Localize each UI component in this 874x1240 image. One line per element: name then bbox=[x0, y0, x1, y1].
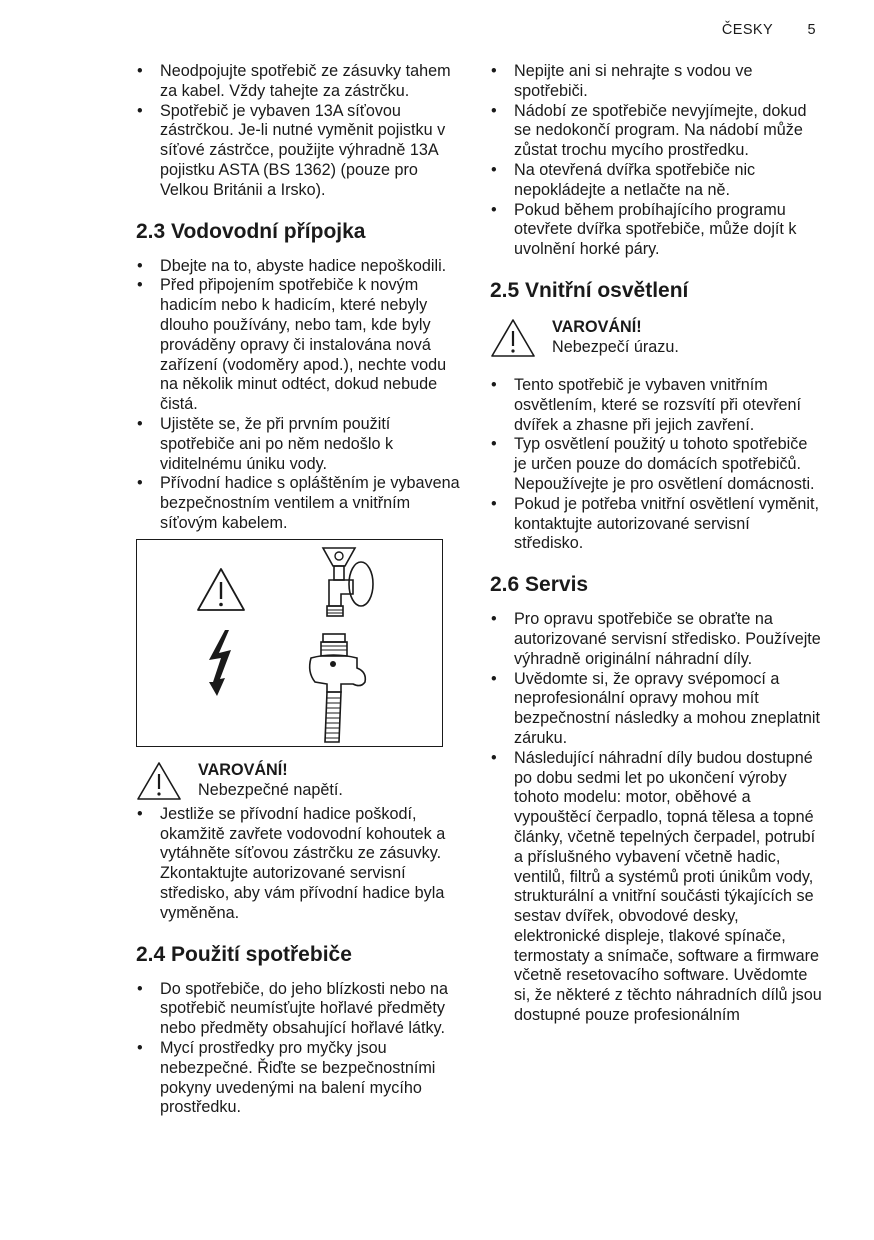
page-header bbox=[722, 22, 816, 38]
list-item: • Mycí prostředky pro myčky jsou nebezpečné. Řiďte se bezpečnostními pokyny uvedenými na balení mycího prostředku. bbox=[136, 1039, 468, 1118]
list-item: • Před připojením spotřebiče k novým hadicím nebo k hadicím, které nebyly dlouho používány, nebo tam, kde byly prováděny opravy či instalována nová zařízení (vodoměry apod.), nechte vodu na několik minut odtéct, dokud nebude čistá. bbox=[136, 276, 468, 415]
list-item: • Ujistěte se, že při prvním použití spotřebiče ani po něm nedošlo k viditelnému úniku vody. bbox=[136, 415, 468, 474]
list-item: • Na otevřená dvířka spotřebiče nic nepokládejte a netlačte na ně. bbox=[490, 161, 822, 201]
list-item: • Následující náhradní díly budou dostupné po dobu sedmi let po ukončení výroby tohoto modelu: motor, oběhové a vypouštěcí čerpadlo, topná tělesa a topné články, včetně tepelných čerpadel, potrubí a příslušného vybavení včetně hadic, ventilů, filtrů a systémů proti únikům vody, strukturální a vnitřní součásti týkajících se sestav dvířek, obvodové desky, elektronické displeje, tlakové spínače, termostaty a snímače, software a firmware včetně resetovacího software. Uvědomte si, že některé z těchto náhradních dílů jsou dostupné pouze profesionálním bbox=[490, 749, 822, 1026]
list-item: • Tento spotřebič je vybaven vnitřním osvětlením, které se rozsvítí při otevření dvířek a zhasne při jejich zavření. bbox=[490, 376, 822, 435]
section-title-2-4: 2.4 Použití spotřebiče bbox=[136, 942, 352, 966]
lightning-bolt-icon bbox=[203, 628, 237, 698]
warning-box-injury bbox=[490, 318, 822, 358]
left-intro-list bbox=[136, 62, 468, 201]
list-item: • Nádobí ze spotřebiče nevyjímejte, dokud se nedokončí program. Na nádobí může zůstat trochu mycího prostředku. bbox=[490, 102, 822, 161]
warning-triangle-icon bbox=[490, 318, 536, 358]
section-2-4-list bbox=[136, 980, 468, 1119]
section-title-2-5: 2.5 Vnitřní osvětlení bbox=[490, 278, 689, 302]
list-item: • Typ osvětlení použitý u tohoto spotřebiče je určen pouze do domácích spotřebičů. Nepoužívejte je pro osvětlení domácnosti. bbox=[490, 435, 822, 494]
language-label: ČESKY bbox=[721, 22, 774, 38]
list-item: • Pokud během probíhajícího programu otevřete dvířka spotřebiče, může dojít k uvolnění horké páry. bbox=[490, 201, 822, 260]
right-intro-list bbox=[490, 62, 822, 260]
water-tap-icon bbox=[315, 544, 385, 624]
safety-valve-hose-icon bbox=[305, 632, 385, 744]
warning-title: VAROVÁNÍ! bbox=[552, 317, 642, 336]
list-item: • Do spotřebiče, do jeho blízkosti nebo na spotřebič neumísťujte hořlavé předměty nebo předměty obsahující hořlavé látky. bbox=[136, 980, 468, 1039]
warning-title: VAROVÁNÍ! bbox=[198, 760, 288, 779]
list-item: • Dbejte na to, abyste hadice nepoškodili. bbox=[136, 257, 468, 277]
section-title-2-3: 2.3 Vodovodní přípojka bbox=[136, 219, 366, 243]
section-2-6-list bbox=[490, 610, 822, 1026]
warning-text: Nebezpečí úrazu. bbox=[552, 337, 679, 356]
warning-box-voltage bbox=[136, 761, 468, 801]
list-item: • Jestliže se přívodní hadice poškodí, okamžitě zavřete vodovodní kohoutek a vytáhněte síťovou zástrčku ze zásuvky. Zkontaktujte autorizované servisní středisko, aby vám přívodní hadice byla vyměněna. bbox=[136, 805, 468, 924]
list-item: • Neodpojujte spotřebič ze zásuvky tahem za kabel. Vždy tahejte za zástrčku. bbox=[136, 62, 468, 102]
list-item: • Pokud je potřeba vnitřní osvětlení vyměnit, kontaktujte autorizované servisní středisko. bbox=[490, 495, 822, 554]
section-title-2-6: 2.6 Servis bbox=[490, 573, 589, 597]
warning-text: Nebezpečné napětí. bbox=[198, 780, 343, 799]
list-item: • Přívodní hadice s opláštěním je vybavena bezpečnostním ventilem a vnitřním síťovým kabelem. bbox=[136, 474, 468, 533]
list-item: • Uvědomte si, že opravy svépomocí a neprofesionální opravy mohou mít bezpečnostní následky a mohou zneplatnit záruku. bbox=[490, 670, 822, 749]
page-number: 5 bbox=[807, 22, 816, 38]
warning-triangle-icon bbox=[195, 566, 247, 614]
list-item: • Pro opravu spotřebiče se obraťte na autorizované servisní středisko. Používejte výhradně originální náhradní díly. bbox=[490, 610, 822, 669]
after-warning-list bbox=[136, 805, 468, 924]
section-2-3-list bbox=[136, 257, 468, 534]
hose-safety-figure bbox=[136, 539, 443, 747]
list-item: • Nepijte ani si nehrajte s vodou ve spotřebiči. bbox=[490, 62, 822, 102]
right-column bbox=[490, 62, 822, 1026]
section-2-5-list bbox=[490, 376, 822, 554]
warning-triangle-icon bbox=[136, 761, 182, 801]
left-column bbox=[136, 62, 468, 1118]
list-item: • Spotřebič je vybaven 13A síťovou zástrčkou. Je-li nutné vyměnit pojistku v síťové zástrčce, použijte výhradně 13A pojistku ASTA (BS 1362) (pouze pro Velkou Británii a Irsko). bbox=[136, 102, 468, 201]
